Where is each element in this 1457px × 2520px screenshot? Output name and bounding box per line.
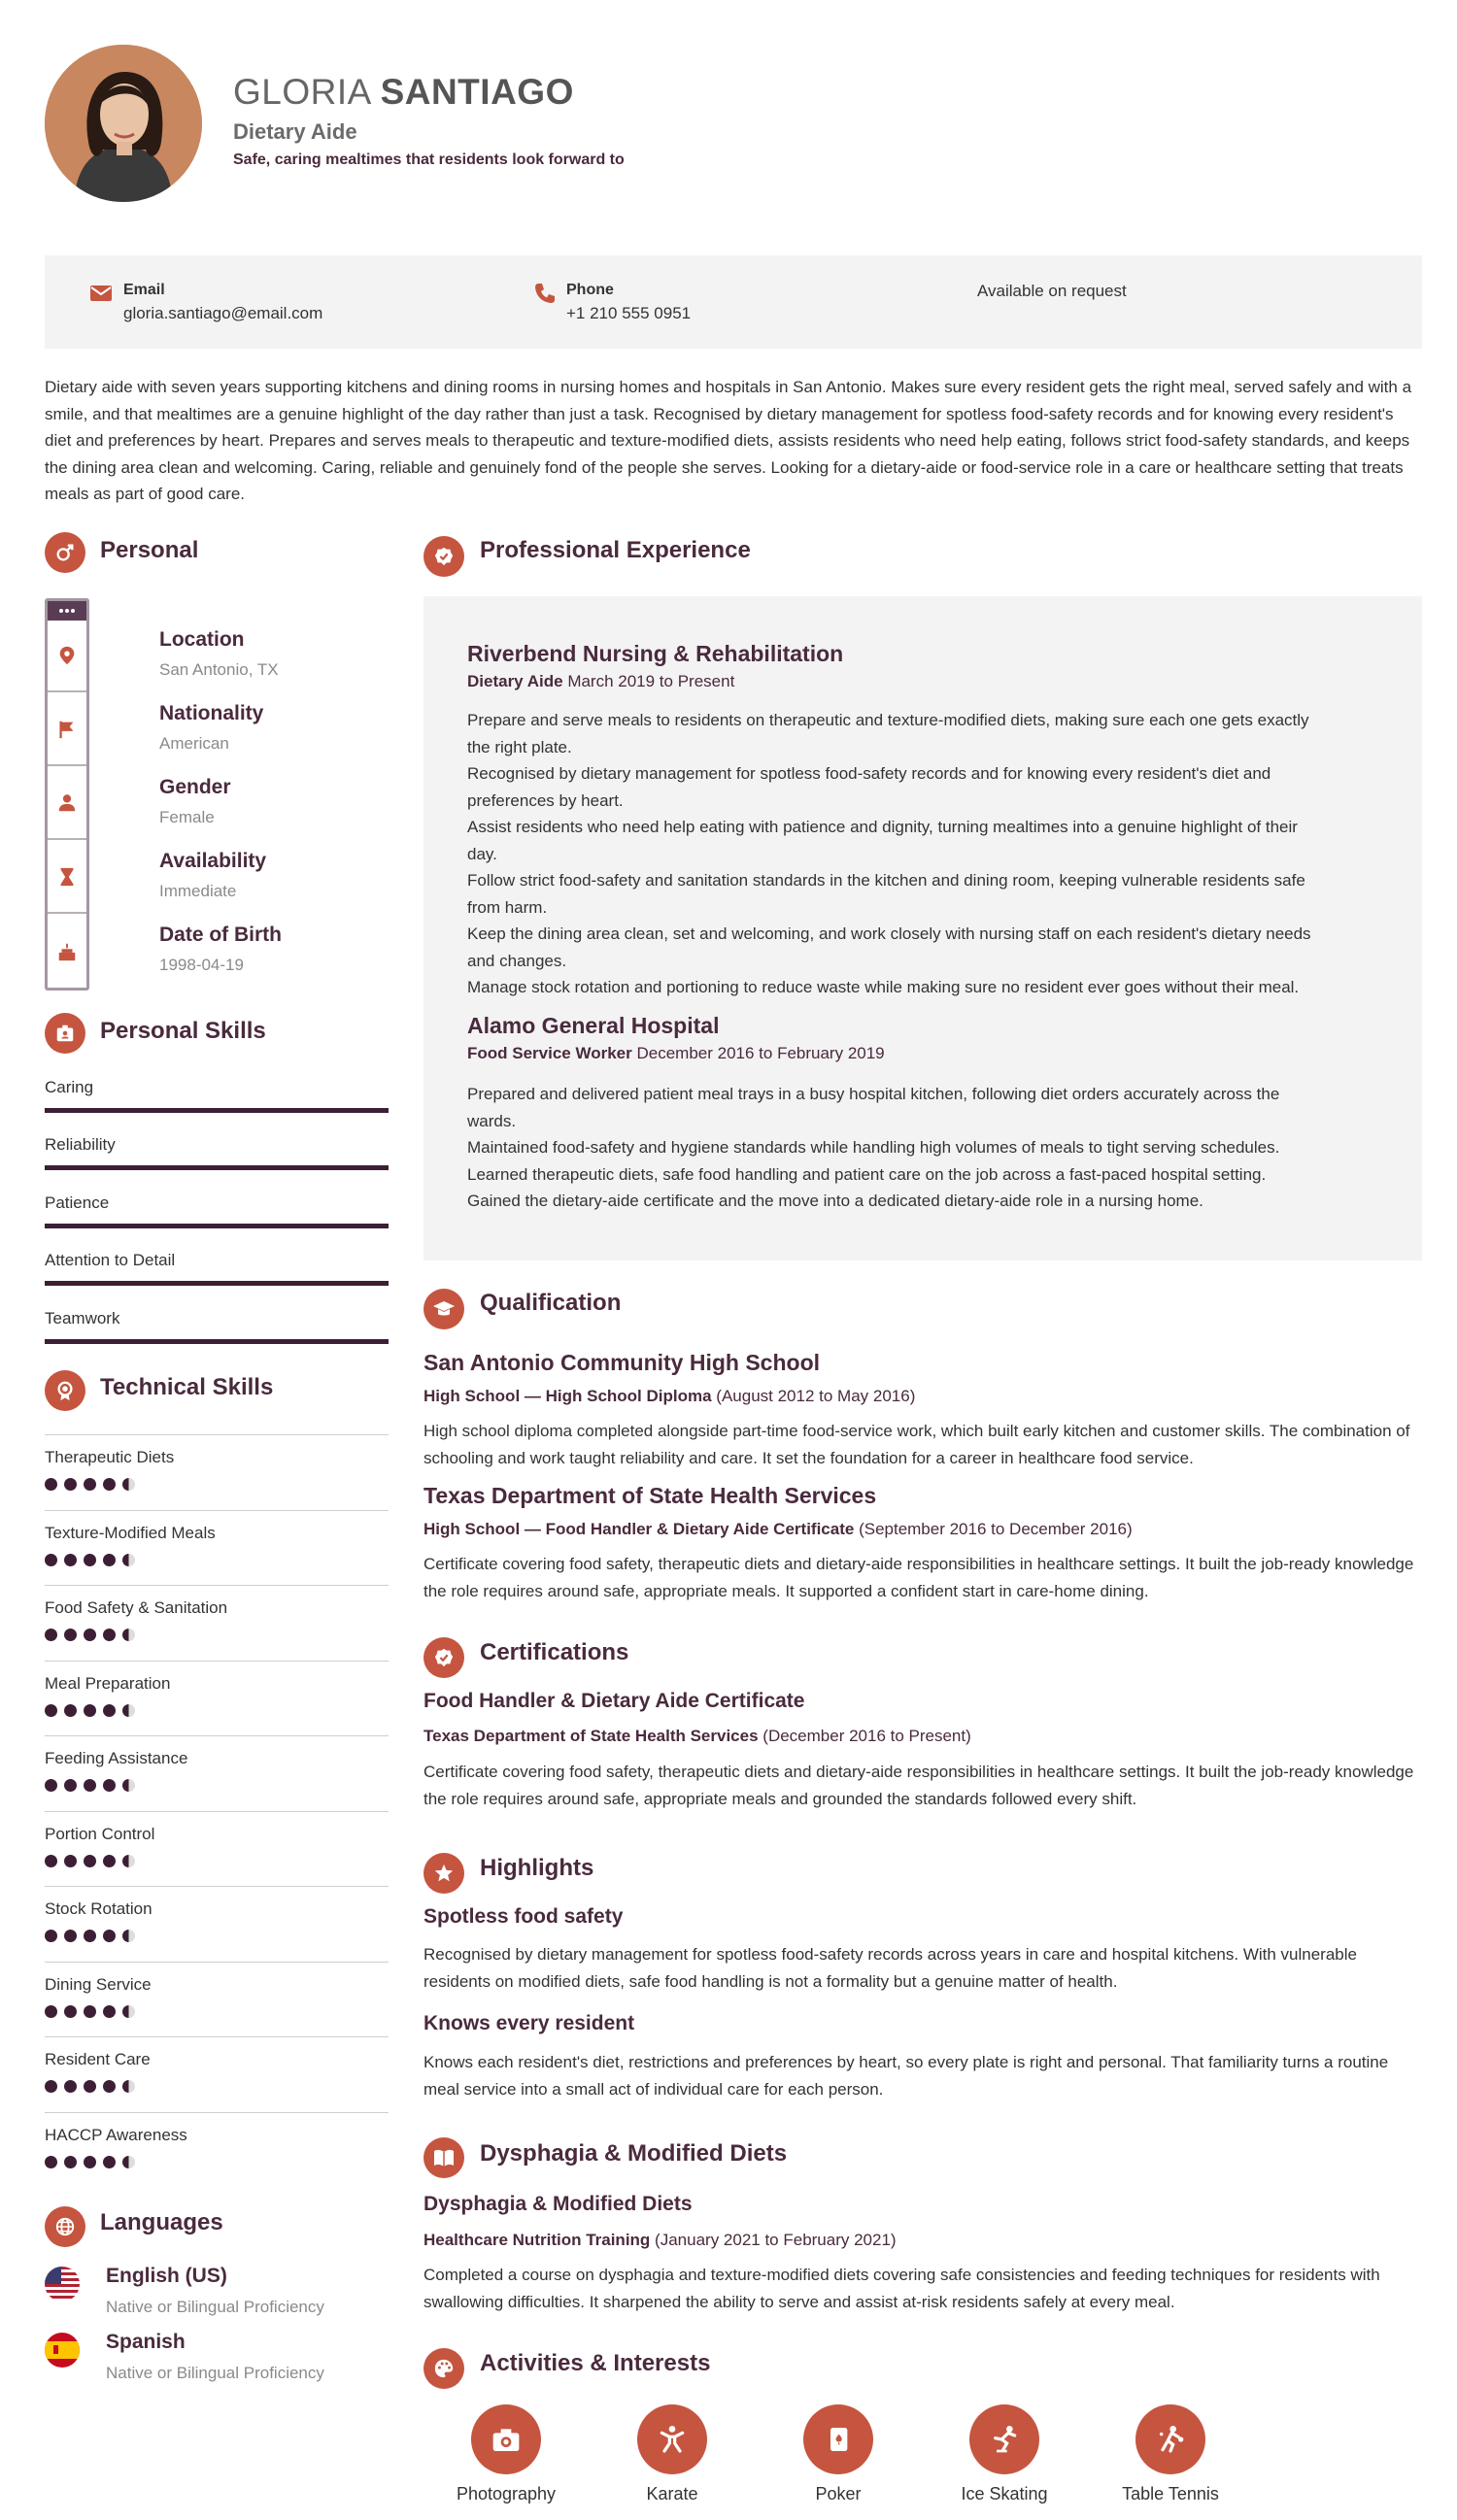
activity-label: Karate: [646, 2484, 698, 2503]
personal-availability-value: Immediate: [159, 882, 237, 900]
qualification-desc: High school diploma completed alongside part-time food-service work, which built early kitchen and customer skills. The combination of schooling and work taught reliability and care. It set the foundation for a career in healthcare food service.: [424, 1422, 1410, 1467]
rating-dot: [103, 1704, 116, 1717]
job-bullets: [467, 1081, 1400, 1215]
rating-dot: [64, 1478, 77, 1491]
technical-skill-name: Feeding Assistance: [45, 1749, 188, 1767]
rating-dot: [122, 2156, 135, 2168]
activity-label: Table Tennis: [1122, 2484, 1219, 2503]
activity-label: Ice Skating: [961, 2484, 1048, 2503]
rating-dot: [64, 2005, 77, 2018]
activity-label: Photography: [456, 2484, 557, 2503]
technical-skill-rating: [45, 1930, 135, 1942]
personal-skill-name: Caring: [45, 1078, 94, 1096]
dysphagia-issuer: Healthcare Nutrition Training (January 2021 to February 2021): [424, 2231, 897, 2249]
job-bullet: Manage stock rotation and portioning to reduce waste while making sure no resident ever goes without their meal.: [467, 978, 1300, 996]
technical-skill-name: Portion Control: [45, 1824, 155, 1843]
job-company: Riverbend Nursing & Rehabilitation: [467, 641, 844, 666]
job-bullet: Follow strict food-safety and sanitation standards in the kitchen and dining room, keeping vulnerable residents safe: [467, 871, 1305, 890]
qualification-title: Qualification: [480, 1290, 622, 1316]
personal-nationality-value: American: [159, 734, 229, 753]
rating-dot: [122, 2005, 135, 2018]
personal-skill-bar: [45, 1339, 389, 1344]
karate-icon: [637, 2404, 707, 2474]
rating-dot: [103, 1629, 116, 1641]
job-bullet: from harm.: [467, 897, 548, 917]
rating-dot: [64, 2156, 77, 2168]
languages-title: Languages: [100, 2209, 223, 2235]
palette-icon: [424, 2348, 464, 2389]
email-value[interactable]: gloria.santiago@email.com: [123, 304, 323, 322]
technical-skill-rating: [45, 1704, 135, 1717]
personal-skill-bar: [45, 1281, 389, 1286]
job-bullet: preferences by heart.: [467, 790, 624, 810]
technical-skill-name: Dining Service: [45, 1974, 152, 1994]
personal-location-label: Location: [159, 628, 245, 651]
check-badge-icon: [424, 536, 464, 577]
activity-label: Poker: [815, 2484, 862, 2503]
dysphagia-desc: Completed a course on dysphagia and texture-modified diets covering safe consistencies and feeding techniques for residents with swallowing difficulties. It sharpened the ability to serve and assist at-risk residents safely at every meal.: [424, 2266, 1380, 2311]
job-bullet: Prepare and serve meals to residents on therapeutic and texture-modified diets, making sure each one gets exactly: [467, 711, 1309, 729]
rating-dot: [45, 1855, 57, 1867]
highlights-title: Highlights: [480, 1855, 594, 1881]
rating-dot: [45, 2005, 57, 2018]
technical-skill-name: Resident Care: [45, 2050, 151, 2068]
rating-dot: [103, 1855, 116, 1867]
summary: Dietary aide with seven years supporting kitchens and dining rooms in nursing homes and hospitals in San Antonio. Makes sure every resident gets the right meal, served safely and with a smile, and that mealtimes are a genuine highlight of the day rather than just a task. Recognised by dietary management for spotless food-safety records and for knowing every resident's diet and preferences by heart. Prepares and serves meals to therapeutic and texture-modified diets, assists residents who need help eating, follows strict food-safety standards, and keeps the dining area clean and welcoming. Caring, reliable and genuinely fond of the people she serves. Looking for a dietary-aide or food-service role in a care or healthcare setting that treats meals as part of good care.: [45, 378, 1412, 503]
location-icon: [48, 621, 86, 692]
qualification-desc: Certificate covering food safety, therapeutic diets and dietary-aide responsibilities in healthcare settings. It built the job-ready knowledge the role requires around safe, appropriate meals. It supported a confident start in care-home dining.: [424, 1555, 1414, 1600]
language-level: Native or Bilingual Proficiency: [106, 2364, 324, 2382]
highlight-desc: Knows each resident's diet, restrictions and preferences by heart, so every plate is right and personal. That familiarity turns a routine meal service into a small act of individual care for each person.: [424, 2053, 1389, 2099]
rating-dot: [45, 1629, 57, 1641]
rating-dot: [84, 1478, 96, 1491]
qualification-school: San Antonio Community High School: [424, 1350, 821, 1375]
rating-dot: [103, 2080, 116, 2093]
rating-dot: [45, 2080, 57, 2093]
technical-skill-name: Food Safety & Sanitation: [45, 1598, 228, 1617]
language-name: Spanish: [106, 2331, 186, 2353]
technical-skill-divider: [45, 2112, 389, 2113]
rating-dot: [122, 1855, 135, 1867]
rating-dot: [84, 1855, 96, 1867]
cards-icon: [803, 2404, 873, 2474]
highlight-title: Knows every resident: [424, 2012, 635, 2034]
hourglass-icon: [48, 842, 86, 914]
job-bullet: Recognised by dietary management for spotless food-safety records and for knowing every resident's diet and: [467, 764, 1271, 783]
technical-skill-divider: [45, 1585, 389, 1586]
rating-dot: [122, 2080, 135, 2093]
activities-title: Activities & Interests: [480, 2350, 711, 2376]
technical-skill-rating: [45, 2005, 135, 2018]
personal-skill-name: Reliability: [45, 1135, 116, 1154]
personal-dob-label: Date of Birth: [159, 924, 282, 946]
technical-skill-divider: [45, 1434, 389, 1435]
technical-skill-divider: [45, 1735, 389, 1736]
job-title: Dietary Aide: [233, 119, 357, 144]
rating-dot: [64, 1554, 77, 1566]
technical-skill-name: Meal Preparation: [45, 1673, 171, 1693]
personal-skill-bar: [45, 1165, 389, 1170]
rating-dot: [64, 1629, 77, 1641]
personal-dob-value: 1998-04-19: [159, 956, 244, 974]
tagline: Safe, caring mealtimes that residents look forward to: [233, 151, 625, 168]
job-role: Dietary Aide March 2019 to Present: [467, 672, 735, 690]
rating-dot: [103, 1478, 116, 1491]
rating-dot: [122, 1554, 135, 1566]
personal-gender-label: Gender: [159, 776, 231, 798]
graduation-cap-icon: [424, 1289, 464, 1329]
rating-dot: [122, 1704, 135, 1717]
dysphagia-title: Dysphagia & Modified Diets: [480, 2140, 788, 2167]
certifications-title: Certifications: [480, 1639, 629, 1665]
rating-dot: [122, 1478, 135, 1491]
job-bullet: Prepared and delivered patient meal trays in a busy hospital kitchen, following diet orders accurately across the: [467, 1085, 1280, 1103]
rating-dot: [103, 1779, 116, 1792]
job-bullet: Assist residents who need help eating with patience and dignity, turning mealtimes into a genuine highlight of their: [467, 818, 1298, 836]
technical-skill-divider: [45, 1510, 389, 1511]
technical-skill-rating: [45, 2080, 135, 2093]
technical-skill-name: HACCP Awareness: [45, 2125, 187, 2144]
personal-skill-bar: [45, 1108, 389, 1113]
rating-dot: [84, 1554, 96, 1566]
qualification-school: Texas Department of State Health Services: [424, 1483, 877, 1508]
award-icon: [45, 1370, 85, 1411]
technical-skill-rating: [45, 1554, 135, 1566]
technical-skill-divider: [45, 1962, 389, 1963]
dysphagia-course-name: Dysphagia & Modified Diets: [424, 2193, 693, 2215]
gender-icon: [45, 532, 85, 573]
rating-dot: [84, 1779, 96, 1792]
language-name: English (US): [106, 2265, 227, 2287]
technical-skill-rating: [45, 1855, 135, 1867]
job-bullet: Keep the dining area clean, set and welcoming, and work closely with nursing staff on each resident's dietary needs: [467, 924, 1311, 943]
rating-dot: [45, 1704, 57, 1717]
personal-skill-name: Attention to Detail: [45, 1251, 176, 1269]
certification-name: Food Handler & Dietary Aide Certificate: [424, 1690, 805, 1712]
avatar: [45, 45, 202, 202]
rating-dot: [103, 1930, 116, 1942]
job-bullet: Learned therapeutic diets, safe food handling and patient care on the job across a fast-paced hospital setting.: [467, 1164, 1267, 1184]
rating-dot: [64, 1855, 77, 1867]
technical-skill-name: Stock Rotation: [45, 1899, 152, 1918]
ice-skating-icon: [969, 2404, 1039, 2474]
rating-dot: [84, 1629, 96, 1641]
rating-dot: [64, 1704, 77, 1717]
job-bullet: Maintained food-safety and hygiene standards while handling high volumes of meals to tight serving schedules.: [467, 1138, 1280, 1157]
highlight-desc: Recognised by dietary management for spotless food-safety records across years in care and hospital kitchens. With vulnerable residents on modified diets, safe food handling is not a formality but a genuine matter of health.: [424, 1945, 1357, 1991]
person-icon: [48, 768, 86, 840]
rating-dot: [122, 1930, 135, 1942]
rating-dot: [45, 1478, 57, 1491]
rating-dot: [45, 2156, 57, 2168]
personal-skill-name: Teamwork: [45, 1309, 120, 1327]
rating-dot: [45, 1554, 57, 1566]
rating-dot: [122, 1779, 135, 1792]
book-icon: [424, 2137, 464, 2178]
job-bullets: [467, 707, 1400, 1001]
rating-dot: [84, 2156, 96, 2168]
job-bullet: Gained the dietary-aide certificate and the move into a dedicated dietary-aide role in a nursing home.: [467, 1192, 1203, 1210]
rating-dot: [103, 2156, 116, 2168]
certification-issuer: Texas Department of State Health Services (December 2016 to Present): [424, 1727, 971, 1745]
personal-skill-name: Patience: [45, 1193, 110, 1212]
us-flag-icon: [45, 2267, 80, 2306]
contact-bar: [45, 255, 1422, 349]
rating-dot: [84, 1704, 96, 1717]
rating-dot: [84, 2005, 96, 2018]
personal-location-value: San Antonio, TX: [159, 660, 279, 679]
rating-dot: [103, 2005, 116, 2018]
rating-dot: [64, 1930, 77, 1942]
personal-frame: [45, 598, 89, 991]
table-tennis-icon: [1135, 2404, 1205, 2474]
technical-skill-divider: [45, 1661, 389, 1662]
personal-availability-label: Availability: [159, 850, 267, 872]
flag-icon: [48, 694, 86, 766]
job-bullet: wards.: [467, 1111, 517, 1130]
job-role: Food Service Worker December 2016 to February 2019: [467, 1044, 885, 1062]
technical-skill-rating: [45, 1478, 135, 1491]
certification-desc: Certificate covering food safety, therapeutic diets and dietary-aide responsibilities in healthcare settings. It built the job-ready knowledge the role requires around safe, appropriate meals and grounded the standards followed every shift.: [424, 1763, 1414, 1808]
email-icon: [89, 282, 113, 310]
rating-dot: [84, 2080, 96, 2093]
job-company: Alamo General Hospital: [467, 1013, 720, 1038]
job-bullet: day.: [467, 844, 497, 863]
spain-flag-icon: [45, 2333, 80, 2372]
rating-dot: [64, 1779, 77, 1792]
technical-skill-divider: [45, 2036, 389, 2037]
personal-title: Personal: [100, 537, 199, 563]
technical-skill-name: Texture-Modified Meals: [45, 1523, 216, 1542]
highlight-title: Spotless food safety: [424, 1905, 624, 1928]
technical-skill-rating: [45, 1629, 135, 1641]
email-label: Email: [123, 282, 165, 298]
technical-skill-divider: [45, 1886, 389, 1887]
cake-icon: [48, 916, 86, 988]
experience-title: Professional Experience: [480, 537, 751, 563]
job-bullet: and changes.: [467, 951, 567, 970]
technical-skill-rating: [45, 2156, 135, 2168]
rating-dot: [45, 1930, 57, 1942]
language-level: Native or Bilingual Proficiency: [106, 2298, 324, 2316]
job-bullet: the right plate.: [467, 737, 572, 756]
certificate-icon: [424, 1637, 464, 1678]
rating-dot: [45, 1779, 57, 1792]
phone-label: Phone: [566, 282, 614, 298]
rating-dot: [122, 1629, 135, 1641]
personal-skill-bar: [45, 1224, 389, 1228]
qualification-degree: High School — High School Diploma (August 2012 to May 2016): [424, 1387, 916, 1405]
availability-note: Available on request: [977, 282, 1127, 300]
globe-icon: [45, 2206, 85, 2247]
rating-dot: [64, 2080, 77, 2093]
personal-nationality-label: Nationality: [159, 702, 264, 724]
phone-value[interactable]: +1 210 555 0951: [566, 304, 692, 322]
personal-gender-value: Female: [159, 808, 215, 826]
technical-skill-divider: [45, 1811, 389, 1812]
badge-icon: [45, 1013, 85, 1054]
camera-icon: [471, 2404, 541, 2474]
full-name: GLORIA SANTIAGO: [233, 72, 574, 112]
technical-skills-title: Technical Skills: [100, 1374, 274, 1400]
qualification-degree: High School — Food Handler & Dietary Aide Certificate (September 2016 to December 2016): [424, 1520, 1133, 1538]
phone-icon: [533, 282, 557, 310]
star-icon: [424, 1853, 464, 1894]
rating-dot: [103, 1554, 116, 1566]
rating-dot: [84, 1930, 96, 1942]
technical-skill-rating: [45, 1779, 135, 1792]
technical-skill-name: Therapeutic Diets: [45, 1448, 175, 1466]
personal-skills-title: Personal Skills: [100, 1018, 266, 1044]
